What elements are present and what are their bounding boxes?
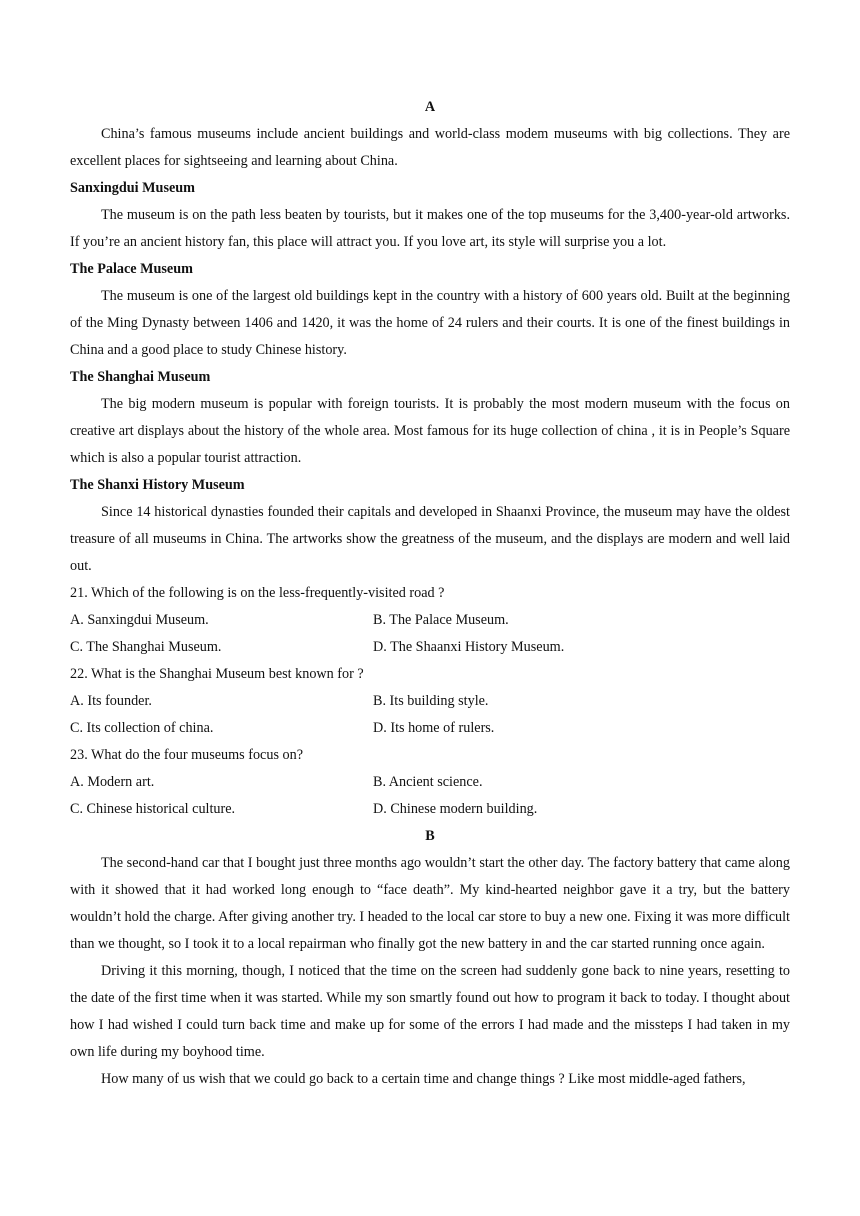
question-21: 21. Which of the following is on the less-frequently-visited road ?	[70, 585, 445, 601]
question-21-options	[70, 607, 790, 661]
option-21d: D. The Shaanxi History Museum.	[373, 639, 565, 655]
section-b-paragraph-1: The second-hand car that I bought just three months ago wouldn’t start the other day. The factory battery that came along with it showed that it had worked long enough to “face death”. My kind-hearted neighbor gave it a try, but the battery wouldn’t hold the charge. After giving another try. I headed to the local car store to buy a new one. Fixing it was more difficult than we thought, so I took it to a local repairman who finally got the new battery in and the car started running once again.	[70, 855, 790, 952]
question-22: 22. What is the Shanghai Museum best known for ?	[70, 666, 364, 682]
question-22-options	[70, 688, 790, 742]
option-21b: B. The Palace Museum.	[373, 612, 509, 628]
option-22a: A. Its founder.	[70, 693, 152, 709]
option-23a: A. Modern art.	[70, 774, 155, 790]
section-b-paragraph-3: How many of us wish that we could go back to a certain time and change things ? Like most middle-aged fathers,	[101, 1071, 746, 1087]
option-23b: B. Ancient science.	[373, 774, 483, 790]
option-22b: B. Its building style.	[373, 693, 489, 709]
option-22d: D. Its home of rulers.	[373, 720, 495, 736]
section-b-label: B	[425, 828, 435, 844]
section-a-intro: China’s famous museums include ancient buildings and world-class modem museums with big collections. They are excellent places for sightseeing and learning about China.	[70, 126, 790, 169]
section-b-paragraph-2: Driving it this morning, though, I noticed that the time on the screen had suddenly gone back to nine years, resetting to the date of the first time when it was started. While my son smartly found out how to program it back to today. I thought about how I had wished I could turn back time and make up for some of the errors I had made and the missteps I had taken in my own life during my boyhood time.	[70, 963, 790, 1060]
museum-heading-sanxingdui: Sanxingdui Museum	[70, 180, 195, 196]
museum-text-shanxi: Since 14 historical dynasties founded their capitals and developed in Shaanxi Province, the museum may have the oldest treasure of all museums in China. The artworks show the greatness of the museum, and the displays are modern and well laid out.	[70, 504, 790, 574]
section-a-label: A	[424, 99, 436, 115]
option-21a: A. Sanxingdui Museum.	[70, 612, 209, 628]
museum-heading-shanxi: The Shanxi History Museum	[70, 477, 245, 493]
museum-text-palace: The museum is one of the largest old buildings kept in the country with a history of 600 years old. Built at the beginning of the Ming Dynasty between 1406 and 1420, it was the home of 24 rulers and their courts. It is one of the finest buildings in China and a good place to study Chinese history.	[70, 288, 790, 358]
museum-text-shanghai: The big modern museum is popular with foreign tourists. It is probably the most modern museum with the focus on creative art displays about the history of the whole area. Most famous for its huge collection of china , it is in People’s Square which is also a popular tourist attraction.	[70, 396, 790, 466]
museum-heading-shanghai: The Shanghai Museum	[70, 369, 211, 385]
museum-heading-palace: The Palace Museum	[70, 261, 193, 277]
option-23c: C. Chinese historical culture.	[70, 801, 236, 817]
option-23d: D. Chinese modern building.	[373, 801, 538, 817]
option-22c: C. Its collection of china.	[70, 720, 214, 736]
question-23: 23. What do the four museums focus on?	[70, 747, 303, 763]
option-21c: C. The Shanghai Museum.	[70, 639, 222, 655]
museum-text-sanxingdui: The museum is on the path less beaten by tourists, but it makes one of the top museums for the 3,400-year-old artworks. If you’re an ancient history fan, this place will attract you. If you love art, its style will surprise you a lot.	[70, 207, 790, 250]
question-23-options	[70, 769, 790, 823]
document-page	[70, 94, 790, 1093]
